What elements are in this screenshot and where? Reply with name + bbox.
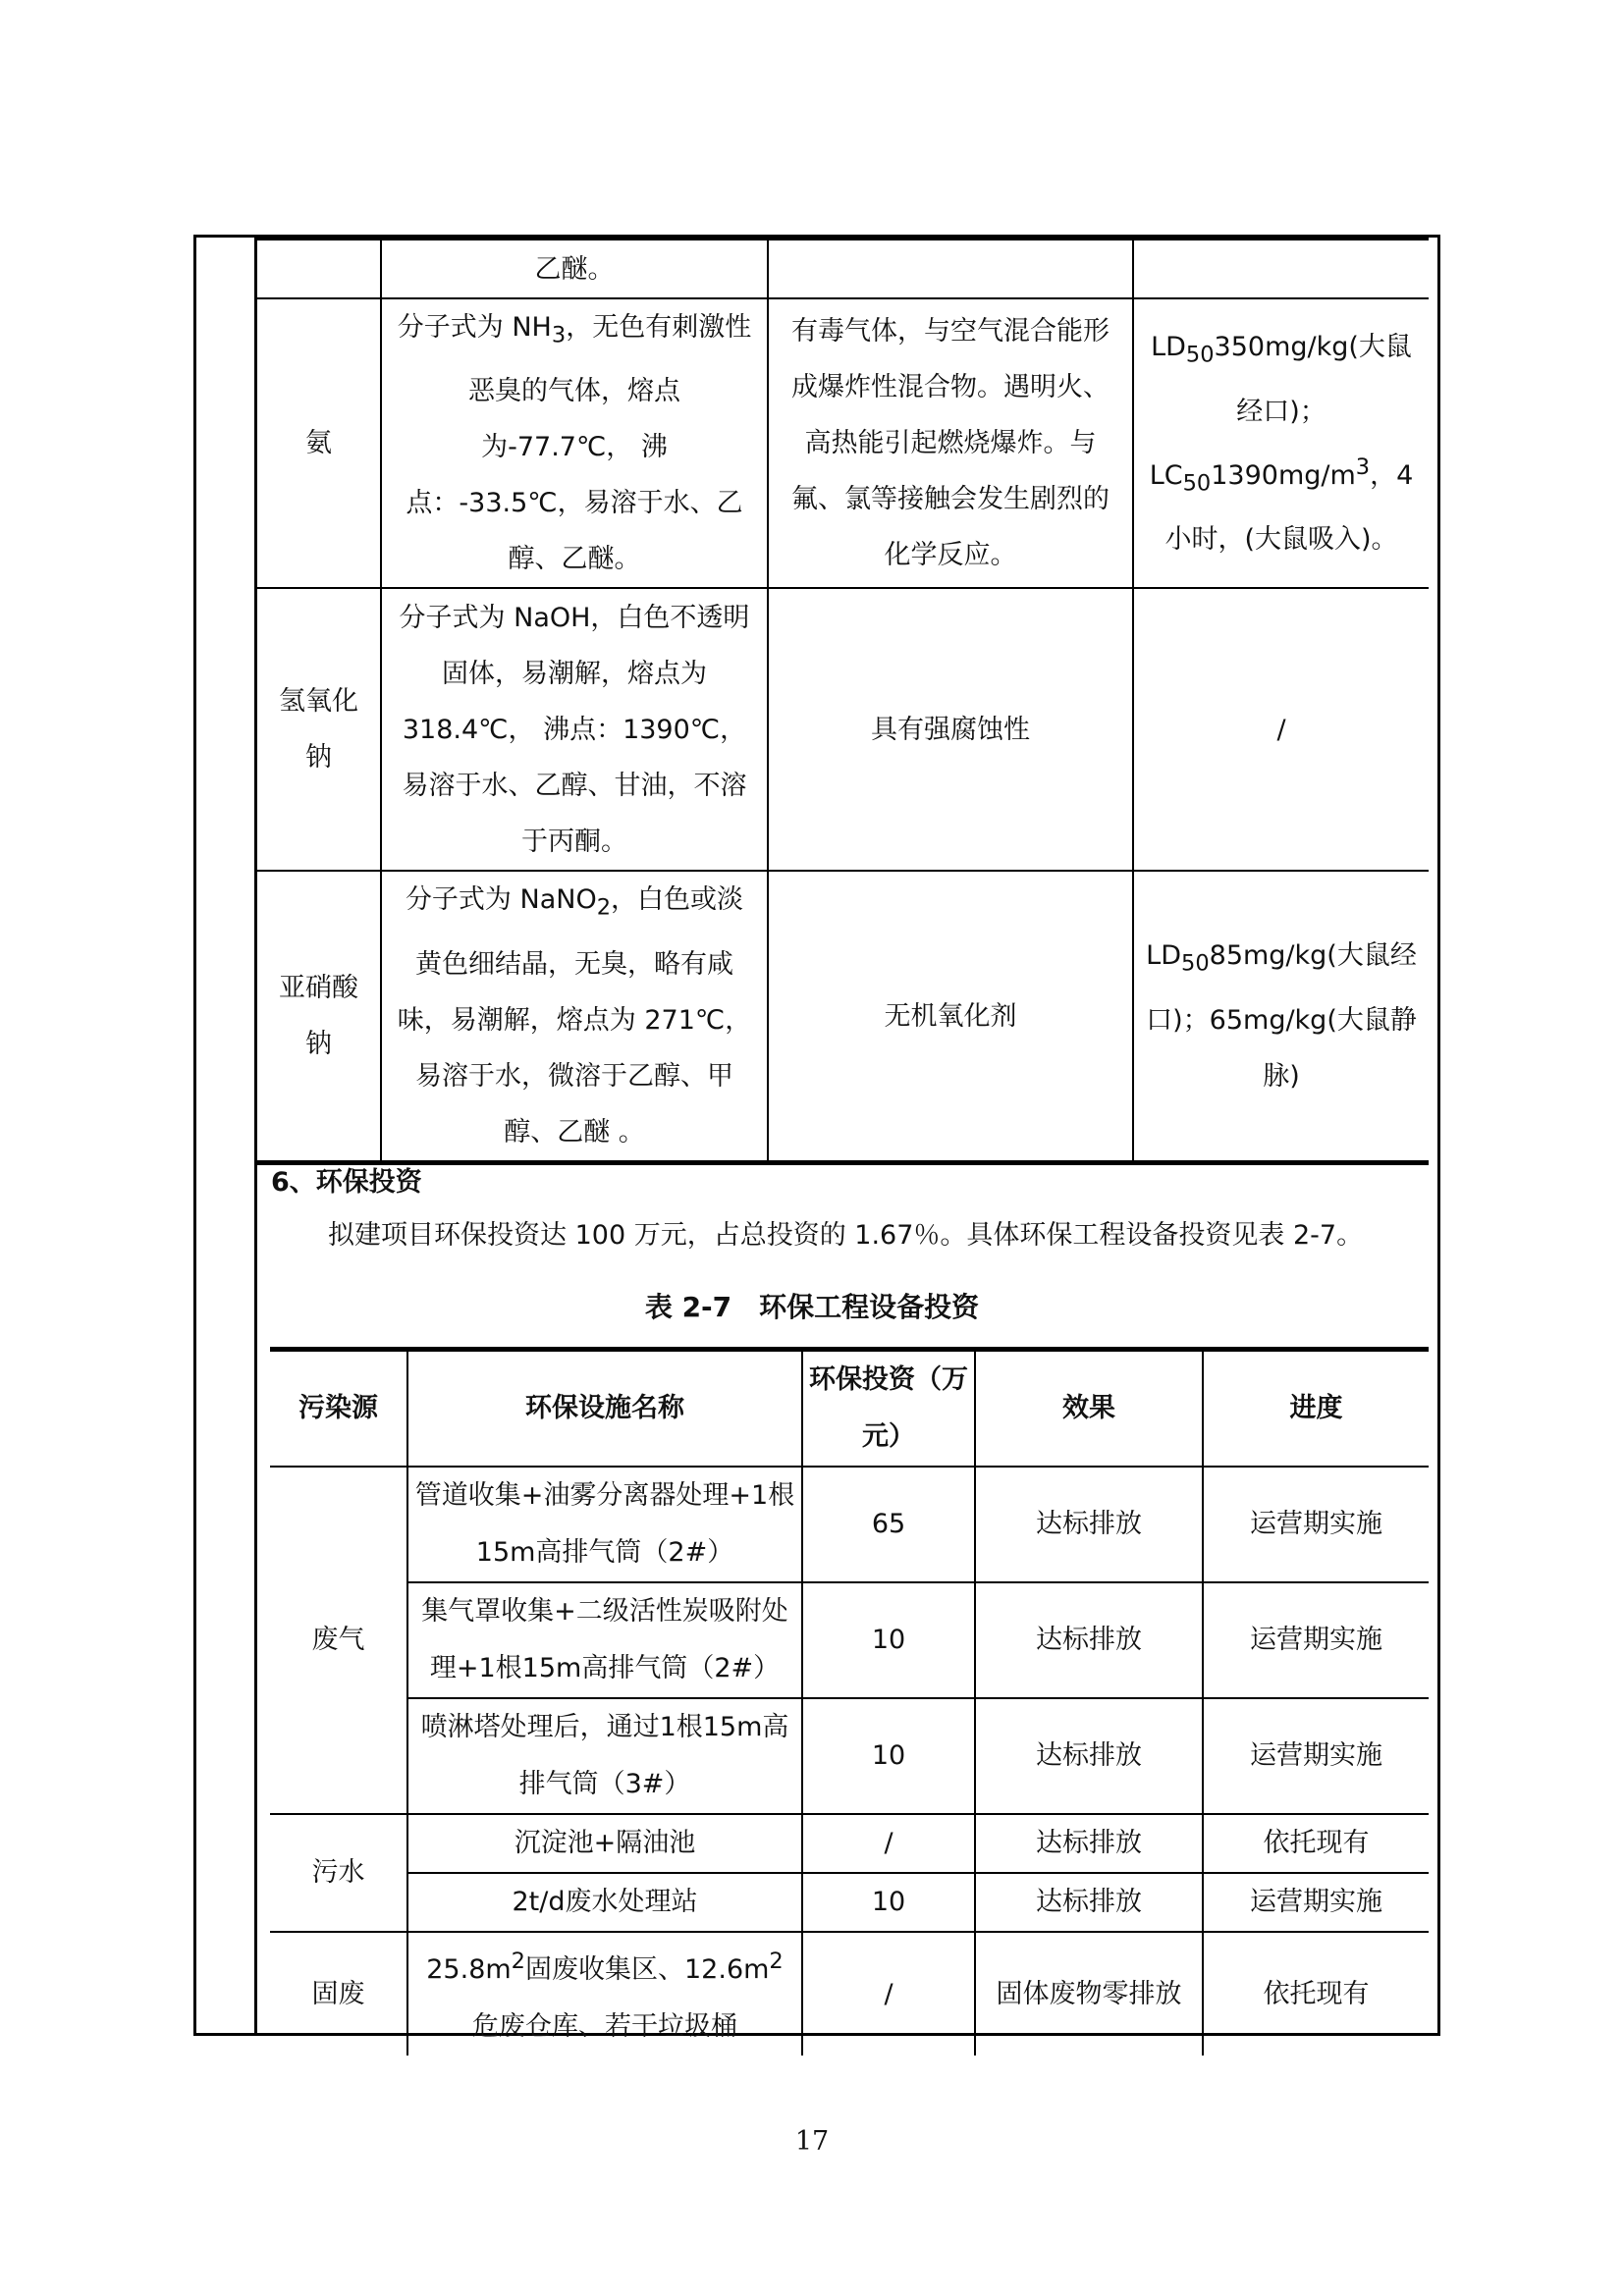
effect-cell: 达标排放 <box>975 1467 1203 1582</box>
header-investment: 环保投资（万元） <box>802 1350 975 1468</box>
table-header-row <box>270 1350 1429 1468</box>
header-progress: 进度 <box>1203 1350 1429 1468</box>
hazard-cell <box>768 238 1133 298</box>
investment-cell: / <box>802 1814 975 1873</box>
progress-cell: 运营期实施 <box>1203 1467 1429 1582</box>
facility-cell: 2t/d废水处理站 <box>407 1873 802 1932</box>
hazard-cell: 有毒气体，与空气混合能形成爆炸性混合物。遇明火、高热能引起燃烧爆炸。与氟、氯等接触会发生剧烈的化学反应。 <box>768 298 1133 588</box>
property-cell: 分子式为 NaNO$_2$，白色或淡黄色细结晶，无臭，略有咸味，易潮解，熔点为 271℃，易溶于水，微溶于乙醇、甲醇、乙醚 。 <box>381 871 768 1162</box>
investment-cell: 10 <box>802 1582 975 1698</box>
table-row <box>270 1814 1429 1873</box>
toxicity-cell: $LD_{50}85mg/kg$(大鼠经口)；65mg/kg(大鼠静脉) <box>1133 871 1429 1162</box>
header-facility: 环保设施名称 <box>407 1350 802 1468</box>
table-row <box>270 1698 1429 1814</box>
page-number: 17 <box>794 2126 830 2157</box>
chemical-properties-table <box>257 235 1429 1165</box>
property-cell: 乙醚。 <box>381 238 768 298</box>
header-source: 污染源 <box>270 1350 407 1468</box>
table-row <box>270 1467 1429 1582</box>
investment-paragraph: 拟建项目环保投资达 100 万元，占总投资的 1.67％。具体环保工程设备投资见表 2-7。 <box>328 1220 1364 1251</box>
effect-cell: 达标排放 <box>975 1582 1203 1698</box>
name-cell <box>257 238 381 298</box>
property-cell: 分子式为 $NH_3$，无色有刺激性恶臭的气体，熔点为-77.7℃， 沸点：-33.5℃，易溶于水、乙醇、乙醚。 <box>381 298 768 588</box>
table-row <box>257 588 1429 871</box>
effect-cell: 达标排放 <box>975 1814 1203 1873</box>
name-cell: 亚硝酸钠 <box>257 871 381 1162</box>
investment-cell: / <box>802 1932 975 2056</box>
investment-table <box>270 1347 1429 2056</box>
toxicity-cell <box>1133 238 1429 298</box>
facility-cell: $25.8m^2$固废收集区、$12.6m^2$危废仓库、若干垃圾桶 <box>407 1932 802 2056</box>
hazard-cell: 无机氧化剂 <box>768 871 1133 1162</box>
source-cell: 污水 <box>270 1814 407 1932</box>
effect-cell: 达标排放 <box>975 1698 1203 1814</box>
facility-cell: 沉淀池+隔油池 <box>407 1814 802 1873</box>
toxicity-cell: / <box>1133 588 1429 871</box>
hazard-cell: 具有强腐蚀性 <box>768 588 1133 871</box>
progress-cell: 依托现有 <box>1203 1932 1429 2056</box>
facility-cell: 集气罩收集+二级活性炭吸附处理+1根15m高排气筒（2#） <box>407 1582 802 1698</box>
table-row <box>257 298 1429 588</box>
section-title: 6、环保投资 <box>271 1167 422 1198</box>
table-row <box>257 238 1429 298</box>
name-cell: 氨 <box>257 298 381 588</box>
toxicity-cell: $LD_{50}350mg/kg$(大鼠经口)；$LC_{50}1390mg/m^3$，4小时，(大鼠吸入)。 <box>1133 298 1429 588</box>
table-caption: 表 2-7 环保工程设备投资 <box>644 1291 980 1323</box>
name-cell: 氢氧化钠 <box>257 588 381 871</box>
header-effect: 效果 <box>975 1350 1203 1468</box>
progress-cell: 运营期实施 <box>1203 1698 1429 1814</box>
progress-cell: 运营期实施 <box>1203 1873 1429 1932</box>
effect-cell: 达标排放 <box>975 1873 1203 1932</box>
table-row <box>270 1582 1429 1698</box>
effect-cell: 固体废物零排放 <box>975 1932 1203 2056</box>
source-cell: 固废 <box>270 1932 407 2056</box>
table-row <box>257 871 1429 1162</box>
source-cell: 废气 <box>270 1467 407 1814</box>
table-row <box>270 1873 1429 1932</box>
progress-cell: 运营期实施 <box>1203 1582 1429 1698</box>
investment-cell: 10 <box>802 1873 975 1932</box>
table-row <box>270 1932 1429 2056</box>
progress-cell: 依托现有 <box>1203 1814 1429 1873</box>
investment-cell: 10 <box>802 1698 975 1814</box>
investment-cell: 65 <box>802 1467 975 1582</box>
property-cell: 分子式为 NaOH，白色不透明固体，易潮解，熔点为 318.4℃， 沸点：1390℃，易溶于水、乙醇、甘油，不溶于丙酮。 <box>381 588 768 871</box>
facility-cell: 管道收集+油雾分离器处理+1根15m高排气筒（2#） <box>407 1467 802 1582</box>
facility-cell: 喷淋塔处理后，通过1根15m高排气筒（3#） <box>407 1698 802 1814</box>
